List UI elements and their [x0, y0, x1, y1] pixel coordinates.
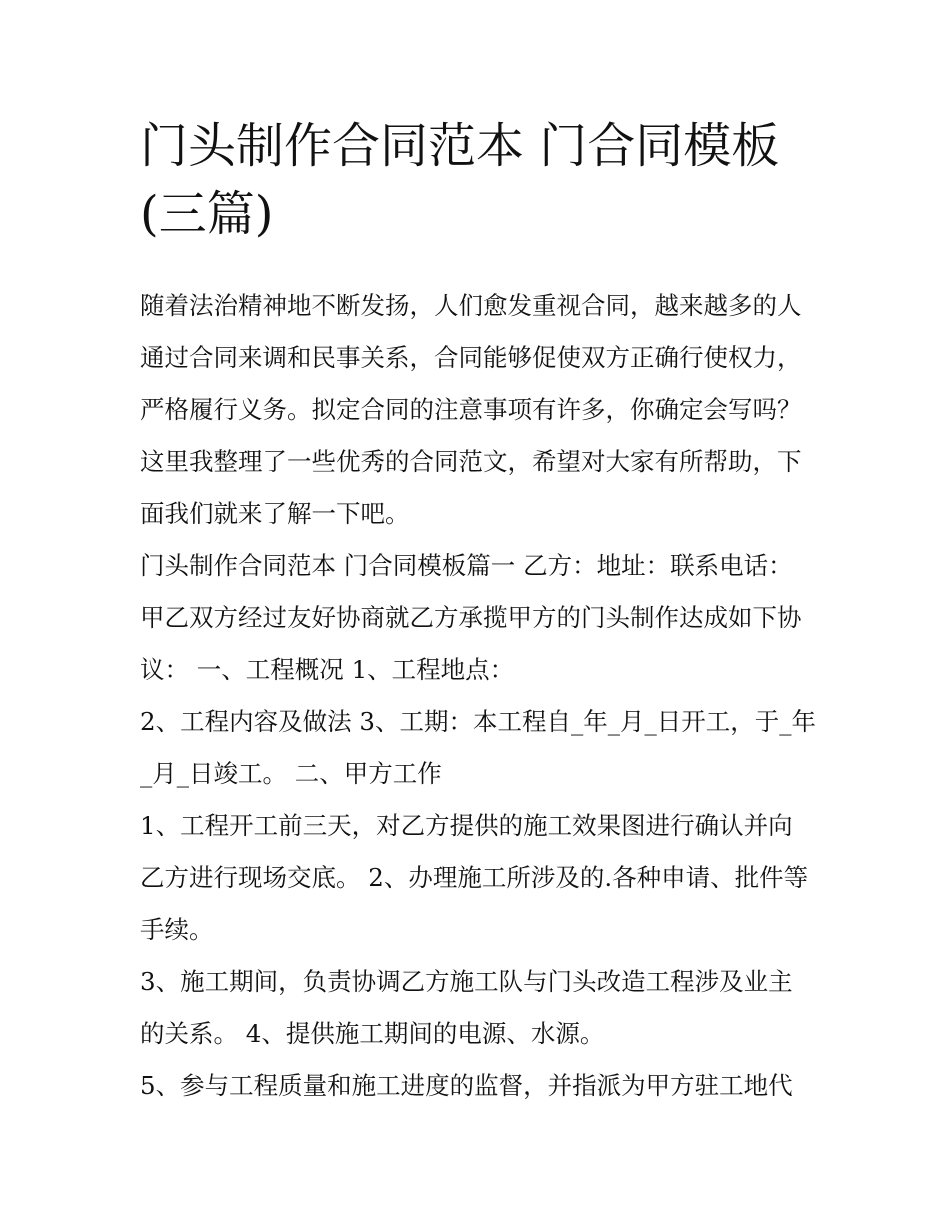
body-line: 通过合同来调和民事关系，合同能够促使双方正确行使权力， — [140, 343, 802, 372]
body-line: 随着法治精神地不断发扬，人们愈发重视合同，越来越多的人 — [140, 291, 802, 320]
body-line: 3、施工期间，负责协调乙方施工队与门头改造工程涉及业主 — [140, 967, 793, 996]
body-line: 2、工程内容及做法 3、工期：本工程自_年_月_日开工，于_年 — [140, 707, 816, 736]
body-line: 门头制作合同范本 门合同模板篇一 乙方：地址：联系电话： — [140, 551, 793, 580]
body-line: _月_日竣工。 二、甲方工作 — [140, 759, 442, 788]
body-line: 议： 一、工程概况 1、工程地点： — [140, 655, 515, 684]
body-line: 严格履行义务。拟定合同的注意事项有许多，你确定会写吗？ — [140, 395, 802, 424]
body-line: 这里我整理了一些优秀的合同范文，希望对大家有所帮助，下 — [140, 447, 802, 476]
title-line: (三篇) — [140, 186, 274, 242]
body-line: 乙方进行现场交底。 2、办理施工所涉及的.各种申请、批件等 — [140, 863, 809, 892]
document-title — [140, 112, 820, 248]
body-line: 的关系。 4、提供施工期间的电源、水源。 — [140, 1019, 605, 1048]
body-line: 甲乙双方经过友好协商就乙方承揽甲方的门头制作达成如下协 — [140, 603, 802, 632]
body-line: 面我们就来了解一下吧。 — [140, 499, 410, 528]
document-body — [140, 280, 820, 1112]
body-line: 5、参与工程质量和施工进度的监督，并指派为甲方驻工地代 — [140, 1071, 793, 1100]
body-line: 1、工程开工前三天，对乙方提供的施工效果图进行确认并向 — [140, 811, 793, 840]
body-line: 手续。 — [140, 915, 214, 944]
title-line: 门头制作合同范本 门合同模板 — [140, 118, 780, 174]
